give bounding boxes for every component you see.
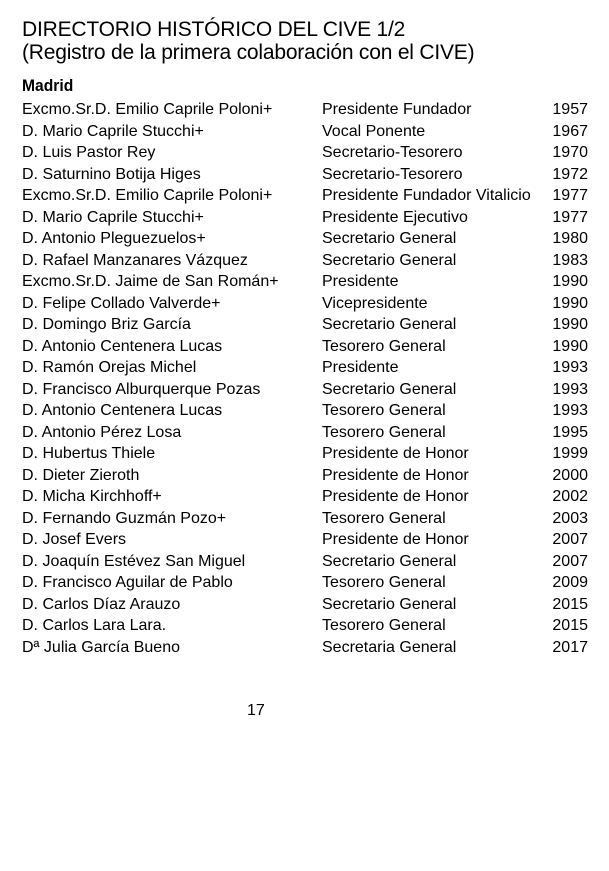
member-role: Vocal Ponente (322, 122, 426, 140)
member-name: Excmo.Sr.D. Jaime de San Román+ (22, 273, 279, 290)
member-name: Excmo.Sr.D. Emilio Caprile Poloni+ (22, 187, 273, 204)
table-row (22, 486, 588, 508)
table-row (22, 293, 588, 315)
table-row (22, 594, 588, 616)
member-name: D. Antonio Pérez Losa (22, 423, 182, 441)
member-name: D. Carlos Díaz Arauzo (22, 595, 181, 613)
table-row (22, 572, 588, 594)
table-row (22, 422, 588, 444)
table-row (22, 529, 588, 551)
member-year: 2015 (552, 617, 588, 634)
member-role: Secretario General (322, 251, 457, 269)
member-role: Presidente de Honor (322, 445, 469, 462)
member-role: Vicepresidente (322, 294, 428, 312)
member-year: 1990 (552, 337, 588, 355)
member-role: Tesorero General (322, 402, 446, 419)
title-line-2: (Registro de la primera colaboración con el CIVE) (22, 41, 475, 64)
member-year: 1993 (552, 402, 588, 419)
member-year: 2002 (552, 488, 588, 505)
member-name: D. Antonio Centenera Lucas (22, 337, 223, 355)
member-name: Excmo.Sr.D. Emilio Caprile Poloni+ (22, 101, 273, 118)
member-name: D. Luis Pastor Rey (22, 144, 156, 161)
member-role: Tesorero General (322, 509, 446, 527)
table-row (22, 99, 588, 121)
member-year: 1970 (552, 144, 588, 161)
table-row (22, 400, 588, 422)
member-name: Dª Julia García Bueno (22, 638, 180, 656)
member-role: Secretario General (322, 316, 457, 333)
table-row (22, 551, 588, 573)
member-name: D. Saturnino Botija Higes (22, 165, 201, 183)
table-row (22, 164, 588, 186)
table-row (22, 228, 588, 250)
member-year: 1999 (552, 445, 588, 462)
member-year: 1993 (552, 380, 588, 398)
member-role: Secretario-Tesorero (322, 144, 463, 161)
member-year: 1980 (552, 230, 588, 247)
member-name: D. Antonio Pleguezuelos+ (22, 230, 206, 247)
member-year: 2009 (552, 574, 588, 591)
member-role: Presidente de Honor (322, 466, 469, 484)
member-name: D. Mario Caprile Stucchi+ (22, 208, 204, 226)
member-role: Secretario General (322, 230, 457, 247)
member-name: D. Hubertus Thiele (22, 445, 156, 462)
page-number: 17 (247, 702, 265, 719)
member-year: 1995 (552, 423, 588, 441)
table-row (22, 336, 588, 358)
member-name: D. Dieter Zieroth (22, 466, 140, 484)
member-year: 1967 (552, 122, 588, 140)
table-row (22, 142, 588, 164)
table-row (22, 508, 588, 530)
table-row (22, 379, 588, 401)
member-role: Presidente Ejecutivo (322, 208, 468, 226)
member-year: 2017 (552, 638, 588, 656)
member-role: Presidente Fundador (322, 101, 472, 118)
member-year: 1977 (552, 208, 588, 226)
member-role: Tesorero General (322, 423, 446, 441)
member-name: D. Carlos Lara Lara. (22, 617, 167, 634)
member-year: 1972 (552, 165, 588, 183)
member-name: D. Antonio Centenera Lucas (22, 402, 223, 419)
member-name: D. Mario Caprile Stucchi+ (22, 122, 204, 140)
table-row (22, 465, 588, 487)
title-line-1: DIRECTORIO HISTÓRICO DEL CIVE 1/2 (22, 18, 406, 41)
member-role: Secretario General (322, 595, 457, 613)
member-name: D. Joaquín Estévez San Miguel (22, 552, 246, 570)
member-year: 1990 (552, 273, 588, 290)
member-year: 1983 (552, 251, 588, 269)
member-name: D. Ramón Orejas Michel (22, 359, 197, 376)
section-heading-madrid: Madrid (22, 76, 74, 95)
member-year: 1990 (552, 294, 588, 312)
member-role: Presidente de Honor (322, 531, 469, 548)
member-role: Presidente Fundador Vitalicio (322, 187, 531, 204)
member-name: D. Micha Kirchhoff+ (22, 488, 162, 505)
member-year: 2003 (552, 509, 588, 527)
table-row (22, 314, 588, 336)
member-role: Secretario-Tesorero (322, 165, 463, 183)
member-name: D. Domingo Briz García (22, 316, 191, 333)
member-name: D. Felipe Collado Valverde+ (22, 294, 221, 312)
member-year: 2000 (552, 466, 588, 484)
table-row (22, 185, 588, 207)
table-row (22, 207, 588, 229)
member-year: 2007 (552, 552, 588, 570)
member-name: D. Francisco Alburquerque Pozas (22, 380, 261, 398)
table-row (22, 443, 588, 465)
member-year: 2007 (552, 531, 588, 548)
table-row (22, 121, 588, 143)
member-name: D. Rafael Manzanares Vázquez (22, 251, 248, 269)
member-role: Secretaria General (322, 638, 457, 656)
member-role: Presidente de Honor (322, 488, 469, 505)
table-row (22, 357, 588, 379)
member-year: 1993 (552, 359, 588, 376)
directory-table (22, 99, 588, 658)
member-name: D. Fernando Guzmán Pozo+ (22, 509, 227, 527)
member-role: Presidente (322, 359, 399, 376)
member-year: 1977 (552, 187, 588, 204)
table-row (22, 271, 588, 293)
member-role: Tesorero General (322, 574, 446, 591)
member-role: Presidente (322, 273, 399, 290)
page-title (22, 18, 474, 64)
member-role: Secretario General (322, 380, 457, 398)
member-role: Tesorero General (322, 337, 446, 355)
member-year: 1990 (552, 316, 588, 333)
table-row (22, 250, 588, 272)
table-row (22, 615, 588, 637)
member-name: D. Josef Evers (22, 531, 127, 548)
member-name: D. Francisco Aguilar de Pablo (22, 574, 233, 591)
member-role: Tesorero General (322, 617, 446, 634)
table-row (22, 637, 588, 659)
member-role: Secretario General (322, 552, 457, 570)
member-year: 1957 (552, 101, 588, 118)
member-year: 2015 (552, 595, 588, 613)
